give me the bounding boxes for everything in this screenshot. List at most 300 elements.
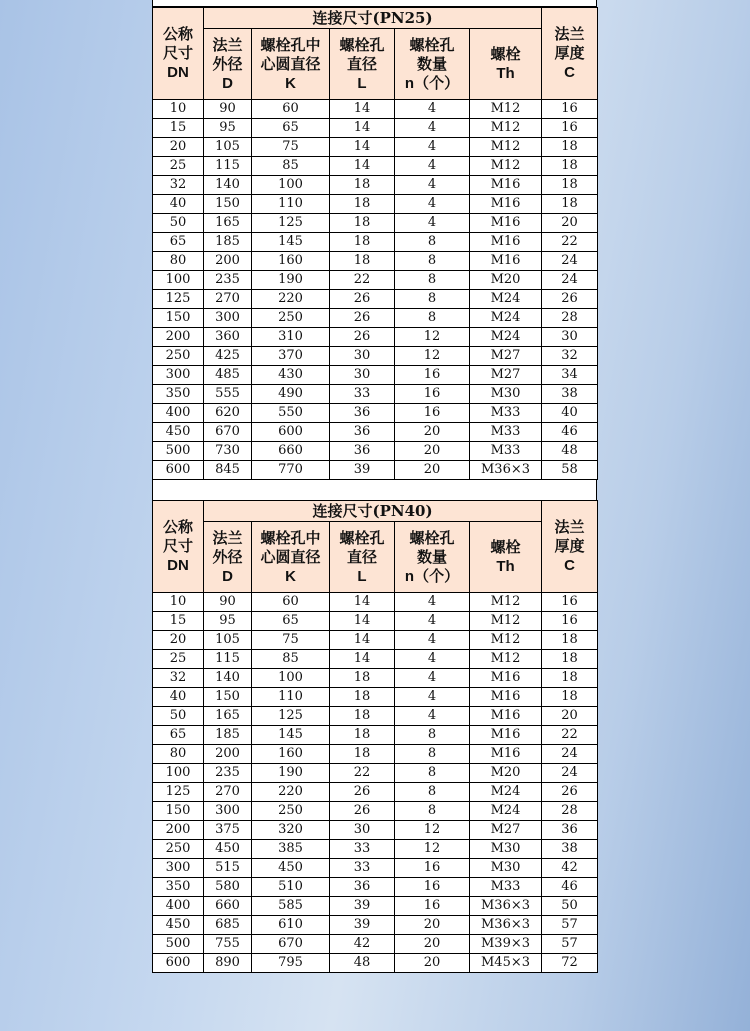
cell-th: M12 — [470, 593, 542, 612]
cell-th: M24 — [470, 783, 542, 802]
cell-n: 20 — [395, 461, 470, 480]
cell-th: M12 — [470, 157, 542, 176]
cell-th: M16 — [470, 745, 542, 764]
cell-d: 115 — [204, 157, 252, 176]
cell-d: 150 — [204, 195, 252, 214]
table-row — [153, 271, 598, 290]
cell-n: 16 — [395, 366, 470, 385]
cell-k: 600 — [252, 423, 330, 442]
header-line: DN — [167, 64, 189, 81]
cell-th: M16 — [470, 214, 542, 233]
table-row — [153, 726, 598, 745]
cell-n: 12 — [395, 821, 470, 840]
cell-dn: 125 — [153, 783, 204, 802]
cell-th: M33 — [470, 423, 542, 442]
cell-d: 450 — [204, 840, 252, 859]
header-th — [470, 29, 542, 100]
header-line: L — [357, 74, 367, 92]
cell-c: 16 — [542, 593, 598, 612]
cell-l: 48 — [330, 954, 395, 973]
cell-l: 42 — [330, 935, 395, 954]
cell-c: 26 — [542, 783, 598, 802]
header-line: 尺寸 — [162, 44, 193, 62]
cell-th: M16 — [470, 233, 542, 252]
cell-n: 8 — [395, 252, 470, 271]
cell-dn: 250 — [153, 840, 204, 859]
cell-dn: 600 — [153, 954, 204, 973]
cell-dn: 450 — [153, 423, 204, 442]
cell-c: 20 — [542, 707, 598, 726]
cell-k: 310 — [252, 328, 330, 347]
header-line: 厚度 — [554, 44, 585, 62]
cell-k: 125 — [252, 707, 330, 726]
cell-n: 4 — [395, 138, 470, 157]
cell-d: 185 — [204, 233, 252, 252]
cell-l: 26 — [330, 783, 395, 802]
cell-dn: 32 — [153, 669, 204, 688]
cell-l: 18 — [330, 233, 395, 252]
cell-l: 33 — [330, 859, 395, 878]
cell-d: 845 — [204, 461, 252, 480]
cell-dn: 125 — [153, 290, 204, 309]
cell-n: 12 — [395, 347, 470, 366]
top-spacer — [152, 0, 597, 7]
cell-c: 46 — [542, 878, 598, 897]
cell-l: 22 — [330, 271, 395, 290]
cell-l: 36 — [330, 404, 395, 423]
cell-k: 110 — [252, 688, 330, 707]
header-line: D — [222, 567, 233, 585]
table-row — [153, 138, 598, 157]
cell-c: 28 — [542, 309, 598, 328]
cell-n: 4 — [395, 195, 470, 214]
cell-c: 16 — [542, 100, 598, 119]
cell-dn: 400 — [153, 897, 204, 916]
cell-th: M36×3 — [470, 897, 542, 916]
table-row — [153, 404, 598, 423]
table-row — [153, 669, 598, 688]
cell-k: 670 — [252, 935, 330, 954]
cell-dn: 40 — [153, 688, 204, 707]
flange-dimension-document — [152, 0, 597, 973]
cell-n: 16 — [395, 404, 470, 423]
cell-dn: 80 — [153, 252, 204, 271]
header-row — [153, 8, 598, 29]
cell-c: 32 — [542, 347, 598, 366]
header-line: L — [357, 567, 367, 585]
header-k — [252, 522, 330, 593]
header-line: D — [222, 74, 233, 92]
cell-dn: 300 — [153, 859, 204, 878]
cell-l: 14 — [330, 157, 395, 176]
cell-th: M27 — [470, 366, 542, 385]
table-row — [153, 347, 598, 366]
cell-l: 39 — [330, 916, 395, 935]
header-dn — [153, 8, 204, 100]
header-line: C — [564, 557, 575, 574]
cell-dn: 32 — [153, 176, 204, 195]
cell-n: 12 — [395, 328, 470, 347]
header-l — [330, 522, 395, 593]
cell-l: 14 — [330, 650, 395, 669]
header-line: 外径 — [212, 54, 243, 73]
cell-dn: 15 — [153, 119, 204, 138]
cell-l: 14 — [330, 138, 395, 157]
table-row — [153, 745, 598, 764]
cell-dn: 350 — [153, 385, 204, 404]
cell-n: 8 — [395, 233, 470, 252]
cell-l: 26 — [330, 309, 395, 328]
cell-c: 72 — [542, 954, 598, 973]
table-row — [153, 954, 598, 973]
cell-th: M27 — [470, 347, 542, 366]
cell-k: 450 — [252, 859, 330, 878]
cell-dn: 50 — [153, 707, 204, 726]
cell-c: 22 — [542, 726, 598, 745]
cell-d: 300 — [204, 309, 252, 328]
cell-d: 165 — [204, 214, 252, 233]
cell-d: 185 — [204, 726, 252, 745]
cell-c: 18 — [542, 138, 598, 157]
table-row — [153, 461, 598, 480]
table-row — [153, 631, 598, 650]
cell-n: 12 — [395, 840, 470, 859]
cell-n: 8 — [395, 802, 470, 821]
cell-d: 105 — [204, 631, 252, 650]
header-c — [542, 501, 598, 593]
cell-dn: 300 — [153, 366, 204, 385]
cell-dn: 200 — [153, 328, 204, 347]
cell-d: 235 — [204, 271, 252, 290]
flange-table-pn40 — [152, 500, 598, 973]
cell-k: 60 — [252, 100, 330, 119]
table-row — [153, 840, 598, 859]
cell-k: 60 — [252, 593, 330, 612]
cell-th: M16 — [470, 176, 542, 195]
header-line: 厚度 — [554, 537, 585, 555]
cell-dn: 10 — [153, 100, 204, 119]
header-line: n（个） — [404, 74, 460, 92]
cell-k: 85 — [252, 157, 330, 176]
cell-d: 660 — [204, 897, 252, 916]
cell-dn: 500 — [153, 442, 204, 461]
cell-n: 8 — [395, 783, 470, 802]
table-row — [153, 214, 598, 233]
header-line: K — [285, 567, 296, 585]
cell-n: 20 — [395, 954, 470, 973]
cell-n: 20 — [395, 916, 470, 935]
cell-c: 58 — [542, 461, 598, 480]
cell-l: 30 — [330, 347, 395, 366]
cell-th: M12 — [470, 631, 542, 650]
cell-th: M27 — [470, 821, 542, 840]
cell-dn: 65 — [153, 726, 204, 745]
cell-d: 685 — [204, 916, 252, 935]
cell-k: 250 — [252, 802, 330, 821]
header-line: 公称 — [162, 25, 193, 43]
cell-n: 4 — [395, 100, 470, 119]
cell-n: 16 — [395, 897, 470, 916]
table-row — [153, 366, 598, 385]
cell-dn: 20 — [153, 138, 204, 157]
cell-d: 165 — [204, 707, 252, 726]
cell-c: 24 — [542, 764, 598, 783]
cell-n: 20 — [395, 423, 470, 442]
cell-k: 100 — [252, 176, 330, 195]
cell-th: M16 — [470, 669, 542, 688]
table-row — [153, 252, 598, 271]
cell-th: M30 — [470, 840, 542, 859]
cell-dn: 80 — [153, 745, 204, 764]
cell-d: 300 — [204, 802, 252, 821]
cell-d: 755 — [204, 935, 252, 954]
cell-d: 270 — [204, 290, 252, 309]
cell-th: M33 — [470, 878, 542, 897]
cell-c: 36 — [542, 821, 598, 840]
header-line: 螺栓孔中 — [260, 35, 321, 54]
cell-n: 8 — [395, 745, 470, 764]
table-row — [153, 233, 598, 252]
header-line: 法兰 — [554, 518, 585, 536]
cell-l: 39 — [330, 461, 395, 480]
cell-n: 4 — [395, 176, 470, 195]
cell-n: 4 — [395, 119, 470, 138]
cell-k: 65 — [252, 119, 330, 138]
cell-dn: 100 — [153, 271, 204, 290]
cell-l: 33 — [330, 840, 395, 859]
cell-d: 580 — [204, 878, 252, 897]
cell-l: 33 — [330, 385, 395, 404]
cell-l: 36 — [330, 442, 395, 461]
table-row — [153, 821, 598, 840]
cell-d: 375 — [204, 821, 252, 840]
header-line: n（个） — [404, 567, 460, 585]
cell-d: 730 — [204, 442, 252, 461]
cell-l: 14 — [330, 612, 395, 631]
cell-d: 115 — [204, 650, 252, 669]
cell-l: 30 — [330, 821, 395, 840]
cell-k: 75 — [252, 138, 330, 157]
cell-th: M39×3 — [470, 935, 542, 954]
cell-dn: 600 — [153, 461, 204, 480]
cell-th: M12 — [470, 650, 542, 669]
table-row — [153, 688, 598, 707]
cell-n: 8 — [395, 271, 470, 290]
cell-th: M20 — [470, 764, 542, 783]
cell-dn: 65 — [153, 233, 204, 252]
cell-c: 24 — [542, 252, 598, 271]
table-row — [153, 385, 598, 404]
cell-l: 18 — [330, 726, 395, 745]
cell-c: 40 — [542, 404, 598, 423]
cell-n: 4 — [395, 688, 470, 707]
table-row — [153, 764, 598, 783]
header-line: 螺栓 — [490, 538, 521, 556]
cell-k: 660 — [252, 442, 330, 461]
cell-l: 18 — [330, 745, 395, 764]
cell-k: 770 — [252, 461, 330, 480]
cell-k: 385 — [252, 840, 330, 859]
cell-dn: 150 — [153, 802, 204, 821]
cell-dn: 150 — [153, 309, 204, 328]
header-n — [395, 29, 470, 100]
cell-k: 160 — [252, 252, 330, 271]
header-k — [252, 29, 330, 100]
header-line: 螺栓孔 — [339, 528, 385, 547]
cell-k: 370 — [252, 347, 330, 366]
cell-dn: 25 — [153, 650, 204, 669]
cell-n: 8 — [395, 764, 470, 783]
cell-l: 22 — [330, 764, 395, 783]
cell-th: M16 — [470, 688, 542, 707]
cell-l: 18 — [330, 688, 395, 707]
header-line: 心圆直径 — [260, 547, 321, 566]
cell-c: 28 — [542, 802, 598, 821]
header-line: 螺栓孔 — [339, 35, 385, 54]
header-line: Th — [496, 558, 515, 575]
cell-dn: 200 — [153, 821, 204, 840]
header-line: 法兰 — [212, 528, 243, 547]
table-row — [153, 802, 598, 821]
cell-k: 250 — [252, 309, 330, 328]
table-row — [153, 783, 598, 802]
cell-d: 485 — [204, 366, 252, 385]
cell-d: 200 — [204, 745, 252, 764]
cell-dn: 350 — [153, 878, 204, 897]
cell-n: 8 — [395, 309, 470, 328]
cell-l: 14 — [330, 119, 395, 138]
table-row — [153, 290, 598, 309]
cell-d: 235 — [204, 764, 252, 783]
table-row — [153, 612, 598, 631]
table-row — [153, 593, 598, 612]
cell-c: 18 — [542, 650, 598, 669]
cell-k: 510 — [252, 878, 330, 897]
cell-k: 220 — [252, 290, 330, 309]
cell-d: 105 — [204, 138, 252, 157]
cell-c: 38 — [542, 385, 598, 404]
cell-d: 670 — [204, 423, 252, 442]
cell-c: 18 — [542, 688, 598, 707]
header-row — [153, 501, 598, 522]
cell-l: 14 — [330, 593, 395, 612]
cell-l: 18 — [330, 669, 395, 688]
cell-d: 555 — [204, 385, 252, 404]
cell-c: 18 — [542, 176, 598, 195]
cell-th: M24 — [470, 309, 542, 328]
header-line: 直径 — [346, 547, 377, 566]
cell-th: M12 — [470, 100, 542, 119]
cell-c: 30 — [542, 328, 598, 347]
cell-l: 26 — [330, 802, 395, 821]
header-l — [330, 29, 395, 100]
cell-l: 14 — [330, 631, 395, 650]
header-dn — [153, 501, 204, 593]
flange-table-pn25 — [152, 7, 598, 480]
cell-dn: 250 — [153, 347, 204, 366]
table-row — [153, 935, 598, 954]
table-row — [153, 157, 598, 176]
cell-th: M16 — [470, 707, 542, 726]
header-line: K — [285, 74, 296, 92]
cell-d: 95 — [204, 119, 252, 138]
cell-k: 100 — [252, 669, 330, 688]
header-line: 螺栓孔中 — [260, 528, 321, 547]
cell-d: 200 — [204, 252, 252, 271]
cell-d: 90 — [204, 100, 252, 119]
table-row — [153, 328, 598, 347]
cell-n: 4 — [395, 593, 470, 612]
cell-c: 24 — [542, 745, 598, 764]
table-row — [153, 859, 598, 878]
header-line: 数量 — [416, 547, 447, 566]
header-row — [153, 522, 598, 593]
cell-d: 150 — [204, 688, 252, 707]
header-row — [153, 29, 598, 100]
cell-th: M24 — [470, 802, 542, 821]
cell-c: 26 — [542, 290, 598, 309]
cell-th: M24 — [470, 328, 542, 347]
cell-l: 30 — [330, 366, 395, 385]
table-row — [153, 916, 598, 935]
cell-k: 190 — [252, 271, 330, 290]
cell-d: 620 — [204, 404, 252, 423]
cell-th: M30 — [470, 385, 542, 404]
cell-l: 18 — [330, 176, 395, 195]
header-line: 螺栓孔 — [409, 35, 455, 54]
header-line: 螺栓 — [490, 45, 521, 63]
cell-c: 20 — [542, 214, 598, 233]
table-row — [153, 195, 598, 214]
table-spacer — [152, 480, 597, 500]
header-line: 尺寸 — [162, 537, 193, 555]
cell-k: 610 — [252, 916, 330, 935]
cell-th: M12 — [470, 612, 542, 631]
cell-d: 140 — [204, 669, 252, 688]
table-title: 连接尺寸(PN25) — [204, 8, 542, 29]
cell-n: 16 — [395, 878, 470, 897]
table-row — [153, 309, 598, 328]
cell-l: 36 — [330, 423, 395, 442]
header-line: DN — [167, 557, 189, 574]
cell-th: M24 — [470, 290, 542, 309]
table-row — [153, 650, 598, 669]
cell-n: 16 — [395, 385, 470, 404]
header-line: C — [564, 64, 575, 81]
cell-th: M36×3 — [470, 916, 542, 935]
cell-c: 50 — [542, 897, 598, 916]
cell-n: 20 — [395, 935, 470, 954]
cell-l: 26 — [330, 328, 395, 347]
cell-k: 160 — [252, 745, 330, 764]
cell-l: 36 — [330, 878, 395, 897]
table-row — [153, 878, 598, 897]
cell-k: 490 — [252, 385, 330, 404]
cell-n: 4 — [395, 157, 470, 176]
cell-d: 270 — [204, 783, 252, 802]
cell-th: M12 — [470, 119, 542, 138]
cell-th: M33 — [470, 404, 542, 423]
cell-c: 22 — [542, 233, 598, 252]
cell-l: 18 — [330, 252, 395, 271]
cell-k: 125 — [252, 214, 330, 233]
cell-n: 4 — [395, 612, 470, 631]
header-line: 公称 — [162, 518, 193, 536]
cell-k: 320 — [252, 821, 330, 840]
cell-c: 42 — [542, 859, 598, 878]
header-d — [204, 522, 252, 593]
cell-k: 190 — [252, 764, 330, 783]
